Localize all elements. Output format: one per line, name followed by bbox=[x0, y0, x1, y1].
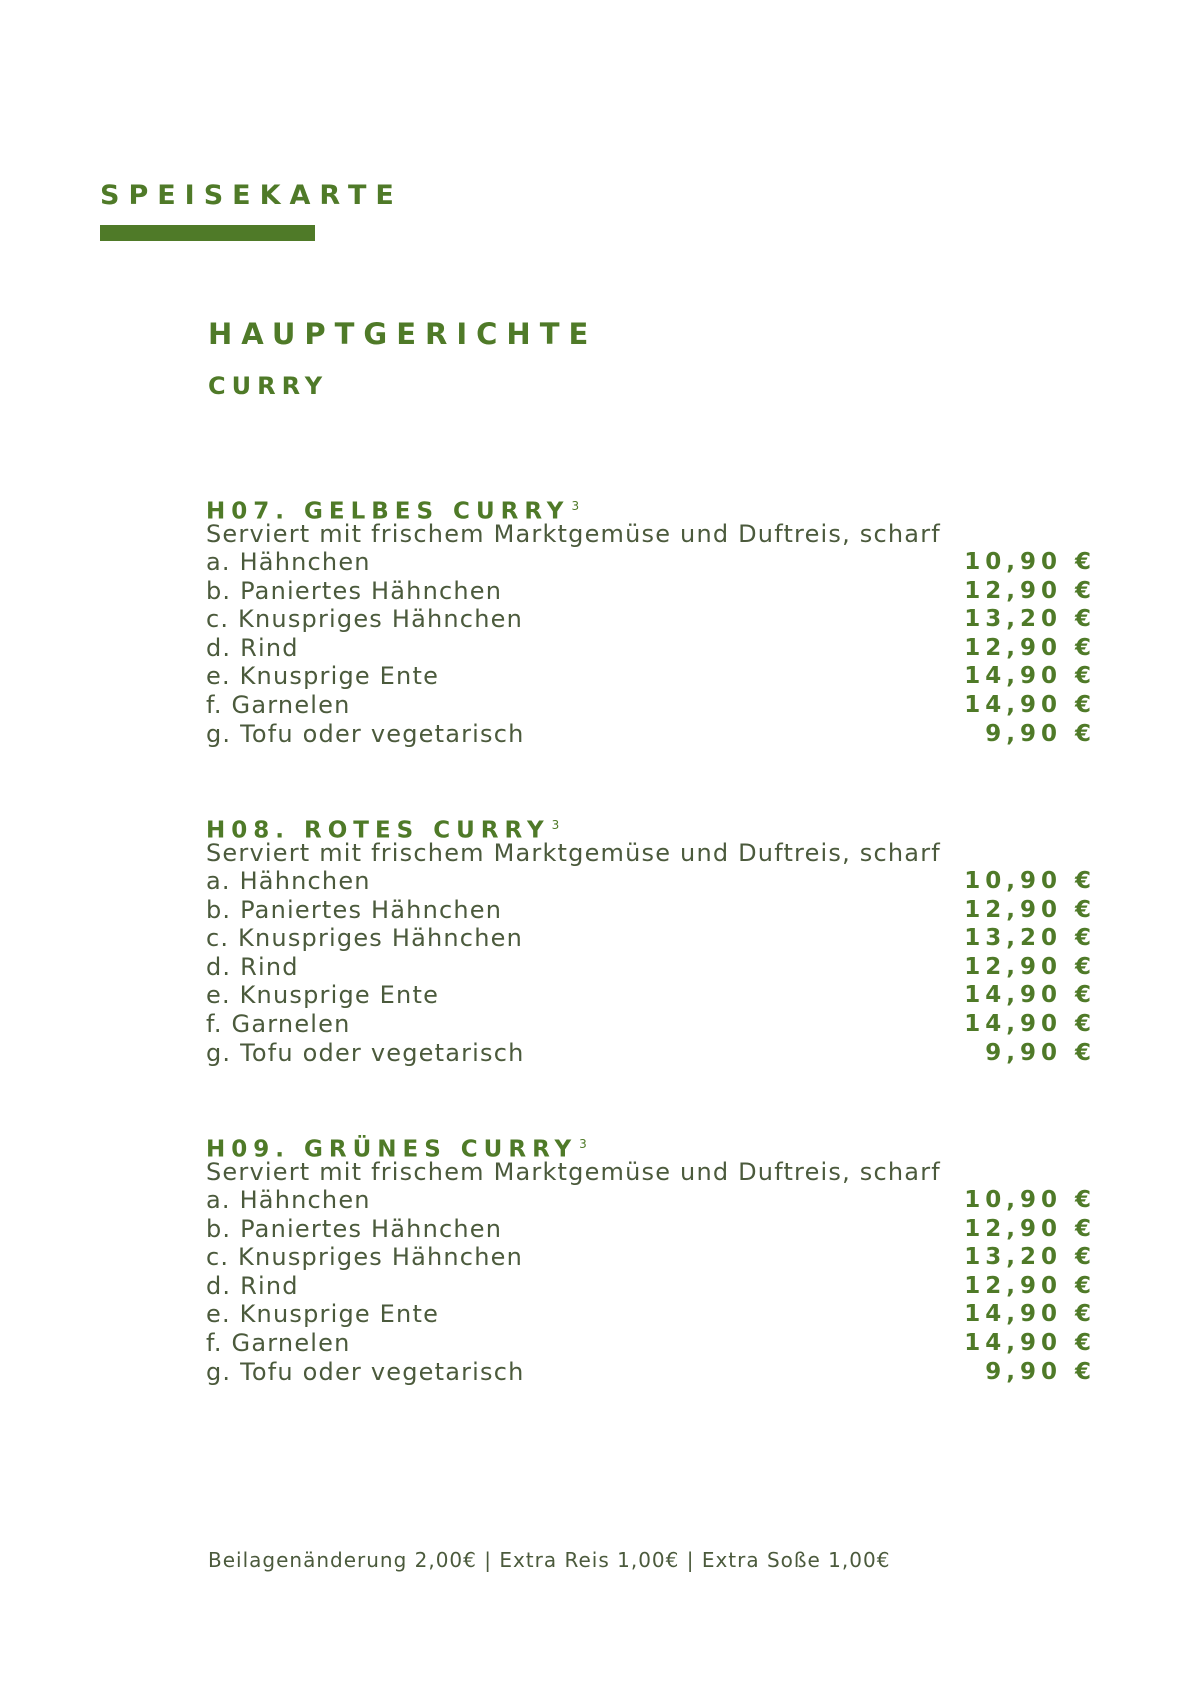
list-item bbox=[206, 691, 1096, 720]
dish-description: Serviert mit frischem Marktgemüse und Duftreis, scharf bbox=[206, 1158, 941, 1186]
variant-price: 12,90 € bbox=[964, 634, 1096, 661]
title-underline-bar bbox=[100, 225, 315, 241]
list-item bbox=[206, 924, 1096, 953]
variant-label: f. Garnelen bbox=[206, 1009, 351, 1038]
variant-price: 9,90 € bbox=[985, 1039, 1096, 1066]
dish-h08 bbox=[206, 812, 1096, 1067]
list-item bbox=[206, 1010, 1096, 1039]
variant-price: 10,90 € bbox=[964, 868, 1096, 894]
variant-label: g. Tofu oder vegetarisch bbox=[206, 1357, 525, 1386]
variant-price: 14,90 € bbox=[964, 1329, 1096, 1356]
dish-allergen-note: 3 bbox=[551, 818, 560, 832]
list-item bbox=[206, 577, 1096, 606]
list-item bbox=[206, 896, 1096, 925]
variant-price: 14,90 € bbox=[964, 982, 1096, 1009]
variant-label: c. Knuspriges Hähnchen bbox=[206, 1243, 523, 1272]
variant-price: 9,90 € bbox=[985, 1358, 1096, 1385]
section-title: HAUPTGERICHTE bbox=[208, 317, 598, 351]
variant-price: 12,90 € bbox=[964, 896, 1096, 923]
footer-extras-note: Beilagenänderung 2,00€ | Extra Reis 1,00€ | Extra Soße 1,00€ bbox=[208, 1548, 891, 1572]
variant-label: d. Rind bbox=[206, 633, 299, 662]
variant-label: b. Paniertes Hähnchen bbox=[206, 576, 503, 605]
variant-price: 14,90 € bbox=[964, 1010, 1096, 1037]
variant-label: c. Knuspriges Hähnchen bbox=[206, 605, 523, 634]
variant-label: a. Hähnchen bbox=[206, 867, 371, 895]
variant-label: e. Knusprige Ente bbox=[206, 981, 440, 1010]
dish-name-text: H07. GELBES CURRY bbox=[206, 498, 570, 525]
variant-price: 10,90 € bbox=[964, 549, 1096, 575]
variant-price: 12,90 € bbox=[964, 577, 1096, 604]
variant-label: f. Garnelen bbox=[206, 690, 351, 719]
variant-label: b. Paniertes Hähnchen bbox=[206, 1214, 503, 1243]
dish-name-text: H08. ROTES CURRY bbox=[206, 817, 550, 844]
dish-description: Serviert mit frischem Marktgemüse und Duftreis, scharf bbox=[206, 520, 941, 548]
dish-allergen-note: 3 bbox=[571, 499, 580, 513]
list-item bbox=[206, 634, 1096, 663]
dish-name-text: H09. GRÜNES CURRY bbox=[206, 1136, 578, 1163]
list-item bbox=[206, 1300, 1096, 1329]
list-item bbox=[206, 867, 1096, 896]
list-item bbox=[206, 981, 1096, 1010]
variant-label: g. Tofu oder vegetarisch bbox=[206, 719, 525, 748]
list-item bbox=[206, 720, 1096, 749]
variant-label: b. Paniertes Hähnchen bbox=[206, 895, 503, 924]
dish-name bbox=[206, 812, 1096, 844]
variant-price: 10,90 € bbox=[964, 1187, 1096, 1213]
variant-price: 14,90 € bbox=[964, 691, 1096, 718]
list-item bbox=[206, 1243, 1096, 1272]
list-item bbox=[206, 605, 1096, 634]
list-item bbox=[206, 1215, 1096, 1244]
variant-label: d. Rind bbox=[206, 952, 299, 981]
list-item bbox=[206, 1186, 1096, 1215]
variant-price: 9,90 € bbox=[985, 720, 1096, 747]
variant-label: a. Hähnchen bbox=[206, 1186, 371, 1214]
list-item bbox=[206, 1329, 1096, 1358]
variant-label: e. Knusprige Ente bbox=[206, 1300, 440, 1329]
variant-price: 13,20 € bbox=[964, 1244, 1096, 1271]
dish-h07 bbox=[206, 493, 1096, 748]
variant-price: 13,20 € bbox=[964, 925, 1096, 952]
dish-description: Serviert mit frischem Marktgemüse und Duftreis, scharf bbox=[206, 839, 941, 867]
dish-name bbox=[206, 1131, 1096, 1163]
variant-price: 13,20 € bbox=[964, 606, 1096, 633]
list-item bbox=[206, 1272, 1096, 1301]
variant-label: a. Hähnchen bbox=[206, 548, 371, 576]
variant-label: c. Knuspriges Hähnchen bbox=[206, 924, 523, 953]
list-item bbox=[206, 953, 1096, 982]
variant-price: 14,90 € bbox=[964, 663, 1096, 690]
variant-price: 12,90 € bbox=[964, 953, 1096, 980]
list-item bbox=[206, 1039, 1096, 1068]
variant-label: g. Tofu oder vegetarisch bbox=[206, 1038, 525, 1067]
list-item bbox=[206, 662, 1096, 691]
variant-label: d. Rind bbox=[206, 1271, 299, 1300]
list-item bbox=[206, 548, 1096, 577]
variant-label: e. Knusprige Ente bbox=[206, 662, 440, 691]
variant-price: 12,90 € bbox=[964, 1272, 1096, 1299]
subsection-title: CURRY bbox=[208, 372, 329, 400]
list-item bbox=[206, 1358, 1096, 1387]
page-title: SPEISEKARTE bbox=[100, 180, 403, 211]
dish-name bbox=[206, 493, 1096, 525]
variant-price: 14,90 € bbox=[964, 1301, 1096, 1328]
variant-price: 12,90 € bbox=[964, 1215, 1096, 1242]
variant-label: f. Garnelen bbox=[206, 1328, 351, 1357]
dish-h09 bbox=[206, 1131, 1096, 1386]
dish-allergen-note: 3 bbox=[579, 1137, 587, 1151]
